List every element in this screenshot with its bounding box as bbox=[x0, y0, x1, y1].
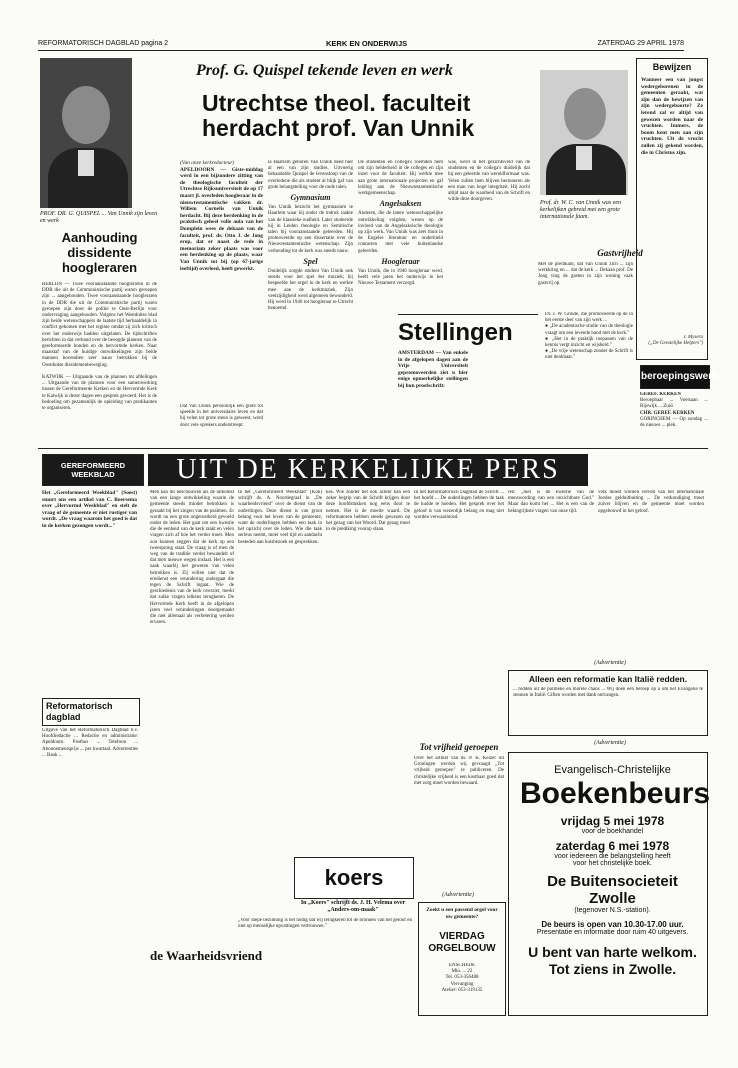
photo-quispel bbox=[40, 58, 132, 208]
advertentie-label-3: (Advertentie) bbox=[442, 892, 474, 898]
pers-col-5b: Over het artikel van ds. P. K. Keizer uit Groningen werden wij gevraagd „Tot vrijheid geroepen" te publiceren. De christelijke vrijheid is een kostbaar goed dat met zorg moet worden bewaard. bbox=[414, 756, 504, 786]
rd-logo: Reformatorisch dagblad bbox=[46, 701, 113, 722]
photo-van-unnik bbox=[540, 70, 628, 195]
boekenbeurs-org: Evangelisch-Christelijke bbox=[554, 764, 671, 776]
section-angelsaksen: Angelsaksen bbox=[379, 199, 422, 209]
boekenbeurs-venue: De Buitensocieteit Zwolle bbox=[547, 873, 678, 907]
koers-logo: koers bbox=[324, 865, 384, 890]
pers-col-2: Men kan dit beschouwen als de uitkomst van een lange ontwikkeling waarin de gemeente steeds minder betrokken is geraakt bij het zingen van de psalmen. Er wordt nu een grote ongerustheid gevoeld onder de leden. Het gaat om een kwestie die de eenheid van de kerk raakt en velen vragen zich af hoe het verder moet. Men zou kunnen zeggen dat de kerk op een tweesprong staat. De vraag is of men de weg van de traditie verder bewandelt of dat men nieuwe wegen inslaat. Het is een zaak waarbij het geweten van velen betrokken is. Zij willen niet dat de eredienst een verandering ondergaat die tegen de Schrift ingaat. Wie de geschiedenis van de kerk overziet, merkt dat zulke vragen telkens terugkeren. De Hervormde Kerk heeft in de afgelopen jaren veel veranderingen doorgemaakt die niet allemaal als verbetering werden ervaren. bbox=[150, 490, 234, 626]
boekenbeurs-presentation: Presentatie en informatie door ruim 40 uitgevers. bbox=[536, 929, 689, 936]
article-col-4: De studenten en collega's roemden hem om zijn helderheid in de colleges en zijn inzet voor de faculteit. Hij werkte mee aan grote internationale projecten en gaf leiding aan de Nieuwtestamentische werkgemeenschap. Angelsaksen Anderen, die de latere wetenschappelijke ontwikkeling volgden, wezen op de invloed van de Angelsaksische theologie op zijn werk. Van Unnik was zeer thuis in de Engelse literatuur en onderhield contacten met vele buitenlandse geleerden. Hoogleraar Van Unnik, die in 1946 hoogleraar werd, heeft vele jaren het onderwijs in het Nieuwe Testament verzorgd. bbox=[358, 160, 443, 287]
beroepingswerk-text: GEREF. KERKEN Beroepbaar ... Voetsaan ... Rijswijk ... Zuid. CHR. GEREF. KERKEN GORINCHEM — Op zondag ... de nieuwe ... plek. bbox=[640, 392, 708, 429]
article-kicker: Prof. G. Quispel tekende leven en werk bbox=[196, 62, 453, 79]
section-spel: Spel bbox=[303, 256, 318, 266]
beroepingswerk-logo bbox=[640, 365, 718, 389]
kerkelijke-pers-banner: UIT DE KERKELIJKE PERS bbox=[148, 454, 588, 486]
stellingen-title: Stellingen bbox=[398, 319, 513, 346]
advertentie-label-1: (Advertentie) bbox=[594, 660, 626, 666]
boekenbeurs-opposite: (tegenover N.S.-station). bbox=[574, 907, 651, 914]
waarheidsvriend-logo: de Waarheidsvriend bbox=[150, 948, 263, 963]
koers-logo-box bbox=[294, 857, 414, 899]
page-header bbox=[38, 38, 684, 51]
bewijzen-title: Bewijzen bbox=[652, 62, 692, 72]
boekenbeurs-hours: De beurs is open van 10.30-17.00 uur. bbox=[541, 920, 684, 929]
section-tot-vrijheid: Tot vrijheid geroepen bbox=[419, 742, 499, 752]
pers-col-3: In het „Gereformeerd Weekblad" (Kok) schrijft ds. A. Noordegraaf in „De waarheidsvriend" over de dienst van de ouderlingen. Deze dienst is van groot belang voor het leven van de gemeente, want de ouderlingen hebben een taak in het opzicht over de leden. Wie die taak serieus neemt, moet veel tijd en aandacht besteden aan huisbezoek en gesprekken. bbox=[238, 490, 322, 545]
article-headline: Utrechtse theol. faculteit herdacht prof. Van Unnik bbox=[202, 90, 475, 141]
orgel-address: ENSCHEDE Min. ... 22 Tel. 053-356488 Vervanging Atelier: 053-319135 bbox=[441, 963, 483, 993]
orgel-lead: Zoekt u een passend orgel voor uw gemeente? bbox=[426, 907, 498, 920]
stellingen-lead: AMSTERDAM — Van enkele in de afgelopen dagen aan de Vrije Universiteit gepromoveerden ziet u hier enige opmerkelijke stellingen bij hun proefschrift: bbox=[398, 350, 468, 389]
rd-colofon: Uitgave van het Reformatorisch Dagblad b.v. Hoofdredactie ... Redactie en administratie: Apeldoorn. Postbus ... Telefoon ... Abonnementsprijs ... per kwartaal. Advertenties ... Bank ... bbox=[42, 728, 138, 758]
stellingen-text-2: Dr. J. W. Grinde, die promoveerde op de in het eerste deel van zijn werk ... ● „De academische studie van de theologie vraagt om een levende band met de kerk." ● „Het in de praktijk toepassen van de kennis vergt inzicht en wijsheid." ● „De vrije wetenschap zonder de Schrift is niet denkbaar." bbox=[545, 312, 633, 361]
gereformeerd-weekblad-logo bbox=[42, 454, 144, 486]
gastvrijheid-title: Gastvrijheid bbox=[597, 248, 643, 258]
caption-van-unnik: Prof. dr. W. C. van Unnik was een kerkelijken gebreid met een grote internationale faam. bbox=[540, 200, 622, 220]
article-col-3: la Haarlem geboren Van Unnik deed hier al een van zijn studies. Uitvoerig behandelde Quispel de levensloop van de overledene die als student al blijk gaf van grote belangstelling voor de oude talen. Gymnasium Van Unnik bezocht het gymnasium te Haarlem waar hij onder de indruk raakte van de klassieke oudheid. Later studeerde hij in Leiden theologie en Semitische talen bij vooraanstaande geleerden. Hij promoveerde op een dissertatie over de Nieuwtestamentische wetenschap. Zijn verhouding tot de kerk was steeds nauw. Spel Duidelijk zorgde student Van Unnik ook steeds voor het spel der muziek; hij bespeelde het orgel in de kerk en werkte mee aan de kerkmuziek. Zijn veelzijdigheid werd algemeen bewonderd. Hij werd in 1946 tot hoogleraar te Utrecht benoemd. bbox=[268, 160, 353, 312]
pers-col-3b: „Voor diepe bezinning is het nodig dat wij terugkeren tot de bronnen van het geloof en niet op menselijke opvattingen vertrouwen." bbox=[238, 918, 412, 930]
boekenbeurs-title: Boekenbeurs bbox=[520, 777, 711, 810]
boekenbeurs-date2: zaterdag 6 mei 1978 bbox=[555, 839, 670, 853]
boekenbeurs-date1: vrijdag 5 mei 1978 bbox=[560, 814, 665, 828]
header-paper-name: REFORMATORISCH DAGBLAD pagina 2 bbox=[38, 40, 169, 47]
pers-col-7: volk moest worden verlost van het internationale Joodse gelduitbuiting ... De verkondiging moet zuiver blijven en de gemeente moet worden opgebouwd in het geloof. bbox=[598, 490, 704, 514]
weekblad-text: Het „Gereformeerd Weekblad" (Soest) stuurt ons een artikel van C. Boersema over „Hervormd Weekblad" en stelt de vraag of de gemeente er niet rustiger van wordt. „De vraag waarom het goed is dat in de kerken gezongen wordt..." bbox=[42, 490, 137, 529]
orgelbouw-ad bbox=[418, 902, 506, 1016]
beroepingswerk-title: beroepingswerk bbox=[641, 371, 718, 382]
article-lead: (Van onze kerkredacteur) APELDOORN — Giste-middag werd in een bijzondere zitting van de theologische faculteit der Utrechtse Rijksuniversiteit de op 17 maart jl. overleden hoogleraar in de nieuwtestamentische vakken dr. Willem Cornelis van Unnik herdacht. Bij deze herdenking in de praktisch geheel volle aula van het Domplein wees de dekaan van de faculteit, prof. dr. Otto J. de Jong erop, dat er naast de rede in memoriam zeker plaats was voor een herdenking op de plaats, waar Van Unnik tot bij (op 67-jarige leeftijd) overleed, heeft gewerkt. bbox=[180, 160, 263, 272]
caption-quispel: PROF. DR. G. QUISPEL ... Van Unnik zijn leven en werk bbox=[40, 211, 158, 224]
bewijzen-text: Wanneer een van jongst wedergeborenen in de gemeenten geraakt, wat zijn dan de bewijzen van zijn wedergeboorte? Ze lerend zal er altijd van gewezen worden naar de vruchten. Immers, de boom kent men aan zijn vruchten. Uit de vrucht zullen zij gekend worden, die in Christus zijn. bbox=[641, 77, 703, 156]
rd-logo-box bbox=[42, 698, 140, 726]
article-col-5: was, werd in het gezichtsveld van de studenten en de collega's duidelijk dat hij een geleerde van wereldformaat was. Velen zullen hem blijven herinneren als een man van hoge integriteit. Hij zocht altijd naar de waarheid van de Schrift en wilde deze doorgeven. bbox=[448, 160, 530, 203]
bewijzen-box bbox=[636, 58, 708, 360]
koers-caption: In „Koers" schrijft ds. J. H. Velema over „Anders-om-maak" bbox=[300, 900, 406, 913]
gereformeerd-weekblad-text: GEREFORMEERD WEEKBLAD bbox=[60, 461, 126, 479]
header-section: KERK EN ONDERWIJS bbox=[326, 39, 408, 48]
boekenbeurs-content bbox=[520, 764, 711, 978]
gastvrijheid-text: Met de predikant, dat Van Unnik zich ... zijn werkkring en ... dat de kerk ... Dekaan prof. De Jong ving de gasten in zijn woning vaak gastvrij op. bbox=[538, 262, 633, 286]
header-date: ZATERDAG 29 APRIL 1978 bbox=[597, 40, 684, 47]
boekenbeurs-for1: voor de boekhandel bbox=[581, 828, 644, 835]
aanhouding-text: BERLIJN — Twee vooraanstaande hoogleraren in de DDR die uit de Communistische partij waren geroepen zijn ... aangehouden. Twee vooraanstaande hoogleraren in de DDR die uit de Communistische partij waren geroepen zijn door de politie te Oost-Berlijn voor ondervraging aangehouden. Volgens het Westduitse blad zijn beide wetenschappers de laatste tijd herhaaldelijk in conflict gekomen met het regime omdat zij zich kritisch over het onderwijs hadden uitgelaten. De tijdschriften berichten in dat verband over de beoogde plannen van de gereformeerde bonden en de hervormde kerken. Naar maatstaf van de huidige ontwikkelingen zijn beide mannen bovendien zeer nauw betrokken bij de Oostduitse dissidentenbeweging. KATWIJK — Uitgaande van de plannen tot afdelingen ... Uitgaande van de plannen voor een samenwerking tussen de Gereformeerde Kerken en de Hervormde Kerk te Katwijk is dezer dagen een gesprek gevoerd. Het is de bedoeling om gezamenlijk de opleiding van predikanten te organiseren. bbox=[42, 282, 157, 412]
advertentie-label-2: (Advertentie) bbox=[594, 740, 626, 746]
italie-ad bbox=[508, 670, 708, 736]
pers-col-6: ren: „hier is de kwestie van de menswording van een onzichtbare God." Maar dan komt het ... Het is een van de belangrijkste vragen van onze tijd. bbox=[508, 490, 594, 514]
section-gymnasium: Gymnasium bbox=[290, 193, 331, 203]
bewijzen-signature: I. Mysera („De Geestelijke Helpers") bbox=[648, 335, 703, 347]
pers-col-5: In het Reformatorisch Dagblad de Schrift ... het hoofd ... De ouderlingen hebben de taak de kudde te hoeden. Het gesprek over het geloof is van wezenlijk belang en mag niet worden verwaarloosd. bbox=[414, 490, 504, 520]
aanhouding-title: Aanhouding dissidente hoogleraren bbox=[61, 230, 138, 275]
banner-top-rule bbox=[38, 448, 708, 449]
italie-title: Alleen een reformatie kan Italië redden. bbox=[528, 674, 688, 684]
boekenbeurs-welcome: U bent van harte welkom. Tot ziens in Zwolle. bbox=[528, 944, 697, 977]
boekenbeurs-for2: voor iedereen die belangstelling heeft voor het christelijke boek. bbox=[554, 853, 671, 867]
italie-text: ... redden uit de politieke en morele chaos ... Wij doen een beroep op u om het Evangelie te steunen in Italië. Giften worden met dank ontvangen. bbox=[513, 687, 703, 699]
pers-col-4: kes. Wie zonder het ook achter kan een zeker begrip van de Schrift krijgen door deze hoofdstukken nog eens door te nemen. Het is de moeite waard. De reformatoren hebben steeds gewezen op het gezag van het Woord. Dat gezag moet in de prediking voorop staan. bbox=[326, 490, 410, 533]
stellingen-rule bbox=[398, 314, 538, 315]
section-hoogleraar: Hoogleraar bbox=[381, 256, 420, 266]
article-col-2: Dat Van Unnik persoonlijk een grote rol speelde in het universitaire leven en dat hij velen tot grote steun is geweest, werd door vele sprekers onderstreept. bbox=[180, 404, 263, 428]
orgelbouw-title: VIERDAG ORGELBOUW bbox=[428, 931, 496, 954]
